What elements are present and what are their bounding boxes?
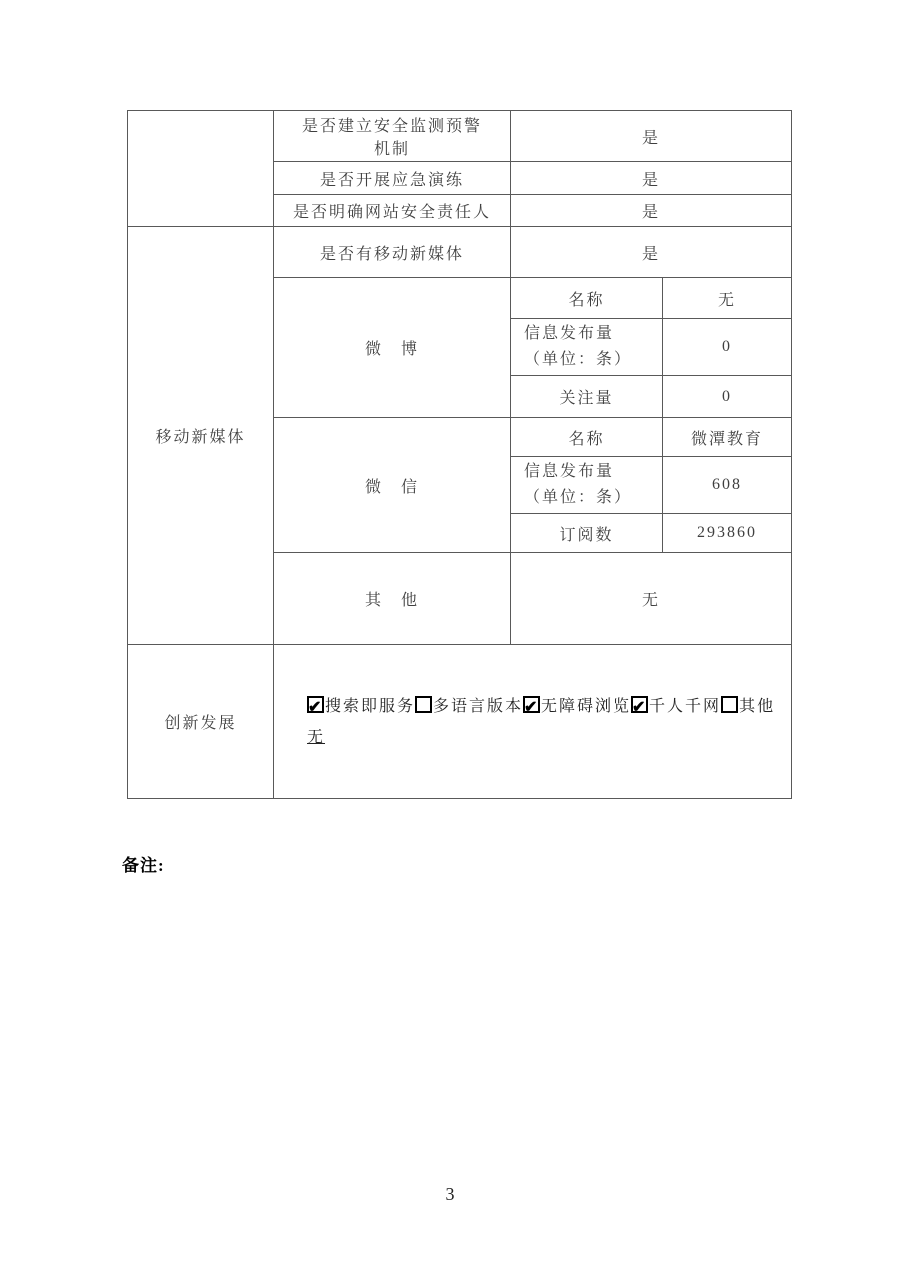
label-line1: 信息发布量 (524, 325, 615, 342)
mobile-media-question-label: 是否有移动新媒体 (274, 227, 511, 278)
section-header-innovation: 创新发展 (128, 645, 274, 799)
option-search-as-service (307, 698, 415, 715)
label-line2: （单位：条） (524, 489, 633, 506)
security-value-responsible-person: 是 (511, 195, 792, 227)
option-multilanguage (415, 698, 523, 715)
weibo-name-label: 名称 (511, 278, 663, 319)
wechat-posts-value: 608 (663, 457, 792, 514)
checkbox-label: 搜索即服务 (325, 697, 416, 715)
notes-label: 备注: (122, 856, 165, 875)
section-cell-continued (128, 111, 274, 227)
security-value-monitoring: 是 (511, 111, 792, 162)
wechat-header: 微 信 (274, 418, 511, 553)
other-media-value: 无 (511, 553, 792, 645)
wechat-name-value: 微潭教育 (663, 418, 792, 457)
weibo-posts-label (511, 319, 663, 376)
checkbox-checked-icon (523, 696, 540, 713)
security-label-responsible-person: 是否明确网站安全责任人 (274, 195, 511, 227)
innovation-other-line (307, 722, 781, 753)
wechat-subscribers-value: 293860 (663, 514, 792, 553)
option-accessibility (523, 698, 631, 715)
weibo-followers-label: 关注量 (511, 376, 663, 418)
security-label-monitoring (274, 111, 511, 162)
section-header-mobile-media: 移动新媒体 (128, 227, 274, 645)
checkbox-unchecked-icon (415, 696, 432, 713)
wechat-posts-label (511, 457, 663, 514)
security-label-drill: 是否开展应急演练 (274, 162, 511, 195)
other-media-label: 其 他 (274, 553, 511, 645)
checkbox-label: 无障碍浏览 (541, 697, 632, 715)
label-line2: （单位：条） (524, 351, 633, 368)
innovation-options-line (307, 691, 781, 722)
checkbox-label: 其他 (739, 697, 776, 715)
weibo-header: 微 博 (274, 278, 511, 418)
label-line1: 是否建立安全监测预警 (301, 118, 482, 135)
security-value-drill: 是 (511, 162, 792, 195)
weibo-followers-value: 0 (663, 376, 792, 418)
weibo-name-value: 无 (663, 278, 792, 319)
page-number: 3 (445, 1184, 455, 1204)
checkbox-checked-icon (307, 696, 324, 713)
innovation-other-value: 无 (307, 728, 326, 746)
wechat-subscribers-label: 订阅数 (511, 514, 663, 553)
checkbox-checked-icon (631, 696, 648, 713)
innovation-content-cell (274, 645, 792, 799)
label-line1: 信息发布量 (524, 463, 615, 480)
checkbox-label: 多语言版本 (433, 697, 524, 715)
option-other (721, 698, 775, 715)
checkbox-unchecked-icon (721, 696, 738, 713)
weibo-posts-value: 0 (663, 319, 792, 376)
report-table (127, 110, 792, 799)
label-line2: 机制 (373, 141, 410, 158)
wechat-name-label: 名称 (511, 418, 663, 457)
checkbox-label: 千人千网 (649, 697, 722, 715)
option-personalized (631, 698, 721, 715)
mobile-media-question-value: 是 (511, 227, 792, 278)
